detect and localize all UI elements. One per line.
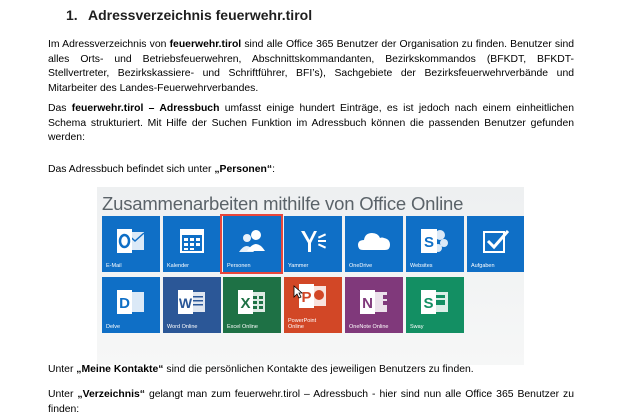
tile-websites[interactable] (406, 216, 464, 272)
paragraph-intro (48, 38, 574, 96)
tile-label: Delve (106, 323, 121, 330)
svg-text:X: X (240, 295, 251, 312)
tile-label: Personen (227, 262, 251, 269)
tasks-icon (467, 226, 524, 256)
tile-label: Excel Online (227, 323, 258, 330)
yammer-icon (284, 226, 342, 256)
paragraph-addressbook (48, 102, 574, 146)
selection-highlight (220, 214, 283, 274)
heading-number: 1. (66, 7, 78, 23)
svg-text:S: S (423, 295, 434, 312)
svg-text:N: N (362, 295, 373, 312)
tile-delve[interactable] (102, 277, 160, 333)
office-online-screenshot (97, 187, 524, 365)
tile-label: Aufgaben (471, 262, 495, 269)
svg-text:W: W (178, 295, 193, 311)
tile-label: Sway (410, 323, 424, 330)
onedrive-icon (345, 226, 403, 256)
svg-text:P: P (301, 289, 312, 306)
tile-sway[interactable] (406, 277, 464, 333)
text: sind die persönlichen Kontakte des jeweiligen Benutzers zu finden. (163, 364, 474, 375)
tile-label: E-Mail (106, 262, 122, 269)
text: Im Adressverzeichnis von (48, 39, 170, 50)
text: sind alle Office 365 Benutzer der Organisation zu finden. Benutzer sind alles Orts- und Betriebsfeuerwehren, Abschnittskommandanten, Bezirkskommandos (BFKDT, BFKDT-Stellvertreter, Bezirkskassiere- und Schriftführer, BFI’s), Sachgebiete der Bezirksfeuerwehrverbände und Mitarbeiter des Landes-Feuerwehrverbandes. (48, 39, 574, 94)
bold-text: „Personen“ (214, 164, 273, 175)
sharepoint-icon (406, 226, 464, 256)
text: : (272, 164, 275, 175)
tile-label: Kalender (167, 262, 190, 269)
paragraph-meine-kontakte (48, 363, 574, 378)
tile-aufgaben[interactable] (467, 216, 524, 272)
tile-calendar[interactable] (163, 216, 221, 272)
text: Das (48, 103, 72, 114)
bold-text: „Verzeichnis“ (77, 389, 145, 400)
bold-text: feuerwehr.tirol – Adressbuch (71, 103, 220, 114)
mouse-cursor-icon (293, 285, 301, 293)
tile-onenote-online[interactable] (345, 277, 403, 333)
calendar-icon (163, 226, 221, 256)
paragraph-verzeichnis (48, 388, 574, 417)
text: gelangt man zum feuerwehr.tirol – Adressbuch - hier sind nun alle Office 365 Benutzer zu finden: (48, 389, 575, 415)
delve-icon (102, 287, 160, 317)
tile-label: Word Online (167, 323, 198, 330)
paragraph-location (48, 163, 574, 178)
heading-title: Adressverzeichnis feuerwehr.tirol (88, 7, 313, 23)
sway-icon (406, 287, 464, 317)
text: Unter (48, 364, 77, 375)
onenote-icon (345, 287, 403, 317)
tile-word-online[interactable] (163, 277, 221, 333)
tile-excel-online[interactable] (223, 277, 281, 333)
tile-label: PowerPoint Online (288, 317, 317, 330)
text: Unter (48, 389, 78, 400)
tile-label: OneDrive (349, 262, 373, 269)
svg-text:D: D (119, 295, 130, 312)
tile-label: OneNote Online (349, 323, 389, 330)
svg-text:S: S (423, 234, 435, 251)
tile-onedrive[interactable] (345, 216, 403, 272)
tile-email[interactable] (102, 216, 160, 272)
text: Das Adressbuch befindet sich unter (48, 164, 215, 175)
section-heading (66, 7, 312, 23)
text: umfasst einige hundert Einträge, es ist jedoch nach einem einheitlichen Schema strukturiert. Mit Hilfe der Suchen Funktion im Adressbuch können die passenden Benutzer gefunden werden: (48, 103, 574, 144)
outlook-icon (102, 226, 160, 256)
bold-text: „Meine Kontakte“ (76, 364, 164, 375)
bold-text: feuerwehr.tirol (169, 39, 242, 50)
word-icon (163, 287, 221, 317)
tile-label: Websites (410, 262, 433, 269)
excel-icon (223, 287, 281, 317)
tile-yammer[interactable] (284, 216, 342, 272)
tile-label: Yammer (288, 262, 309, 269)
screenshot-title: Zusammenarbeiten mithilfe von Office Online (102, 193, 464, 214)
